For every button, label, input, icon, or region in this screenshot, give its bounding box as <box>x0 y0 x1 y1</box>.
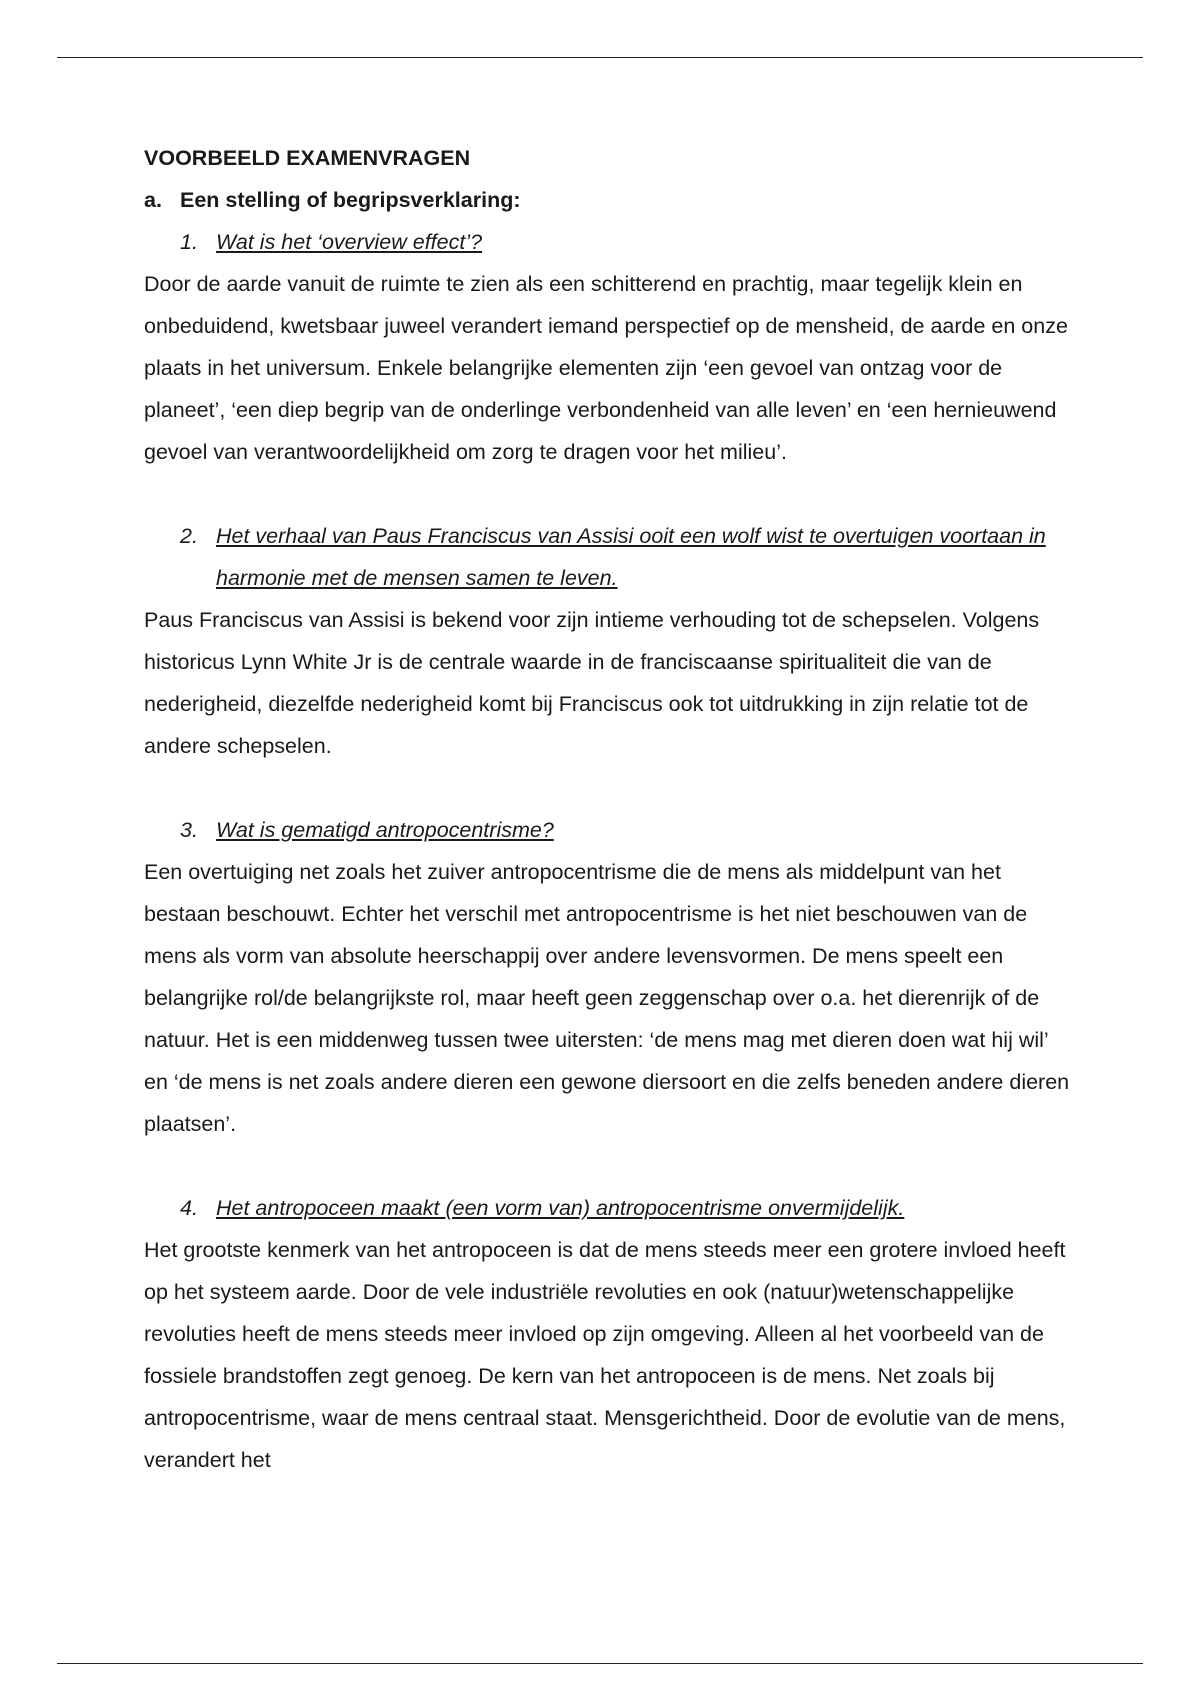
question-1 <box>144 221 1074 263</box>
answer-2: Paus Franciscus van Assisi is bekend voor zijn intieme verhouding tot de schepselen. Volgens historicus Lynn White Jr is de centrale waarde in de franciscaanse spiritualiteit die van de nederigheid, diezelfde nederigheid komt bij Franciscus ook tot uitdrukking in zijn relatie tot de andere schepselen. <box>144 608 1040 758</box>
question-number: 4. <box>180 1196 198 1220</box>
question-number: 2. <box>180 524 198 548</box>
answer-4: Het grootste kenmerk van het antropoceen is dat de mens steeds meer een grotere invloed heeft op het systeem aarde. Door de vele industriële revoluties en ook (natuur)wetenschappelijke revoluties heeft de mens steeds meer invloed op zijn omgeving. Alleen al het voorbeeld van de fossiele brandstoffen zegt genoeg. De kern van het antropoceen is de mens. Net zoals bij antropocentrisme, waar de mens centraal staat. Mensgerichtheid. Door de evolutie van de mens, verandert het <box>144 1238 1066 1472</box>
answer-1: Door de aarde vanuit de ruimte te zien als een schitterend en prachtig, maar tegelijk klein en onbeduidend, kwetsbaar juweel verandert iemand perspectief op de mensheid, de aarde en onze plaats in het universum. Enkele belangrijke elementen zijn ‘een gevoel van ontzag voor de planeet’, ‘een diep begrip van de onderlinge verbondenheid van alle leven’ en ‘een hernieuwend gevoel van verantwoordelijkheid om zorg te dragen voor het milieu’. <box>144 272 1068 464</box>
question-3 <box>144 809 1074 851</box>
spacer <box>144 473 1074 515</box>
question-text: Het antropoceen maakt (een vorm van) antropocentrisme onvermijdelijk. <box>216 1196 905 1220</box>
question-number: 1. <box>180 230 198 254</box>
question-text: Wat is gematigd antropocentrisme? <box>216 818 554 842</box>
footer-rule <box>57 1663 1143 1664</box>
header-rule <box>57 57 1143 58</box>
question-number: 3. <box>180 818 198 842</box>
spacer <box>144 1145 1074 1187</box>
question-text: Wat is het ‘overview effect’? <box>216 230 483 254</box>
question-2 <box>144 515 1074 599</box>
document-body <box>144 137 1074 1481</box>
document-title: VOORBEELD EXAMENVRAGEN <box>144 146 471 170</box>
spacer <box>144 767 1074 809</box>
question-text: Het verhaal van Paus Franciscus van Assisi ooit een wolf wist te overtuigen voortaan in harmonie met de mensen samen te leven. <box>216 524 1046 590</box>
section-heading <box>144 179 1074 221</box>
section-marker: a. <box>144 188 162 212</box>
section-label: Een stelling of begripsverklaring: <box>180 188 521 212</box>
question-4 <box>144 1187 1074 1229</box>
answer-3: Een overtuiging net zoals het zuiver antropocentrisme die de mens als middelpunt van het bestaan beschouwt. Echter het verschil met antropocentrisme is het niet beschouwen van de mens als vorm van absolute heerschappij over andere levensvormen. De mens speelt een belangrijke rol/de belangrijkste rol, maar heeft geen zeggenschap over o.a. het dierenrijk of de natuur. Het is een middenweg tussen twee uitersten: ‘de mens mag met dieren doen wat hij wil’ en ‘de mens is net zoals andere dieren een gewone diersoort en die zelfs beneden andere dieren plaatsen’. <box>144 860 1070 1136</box>
